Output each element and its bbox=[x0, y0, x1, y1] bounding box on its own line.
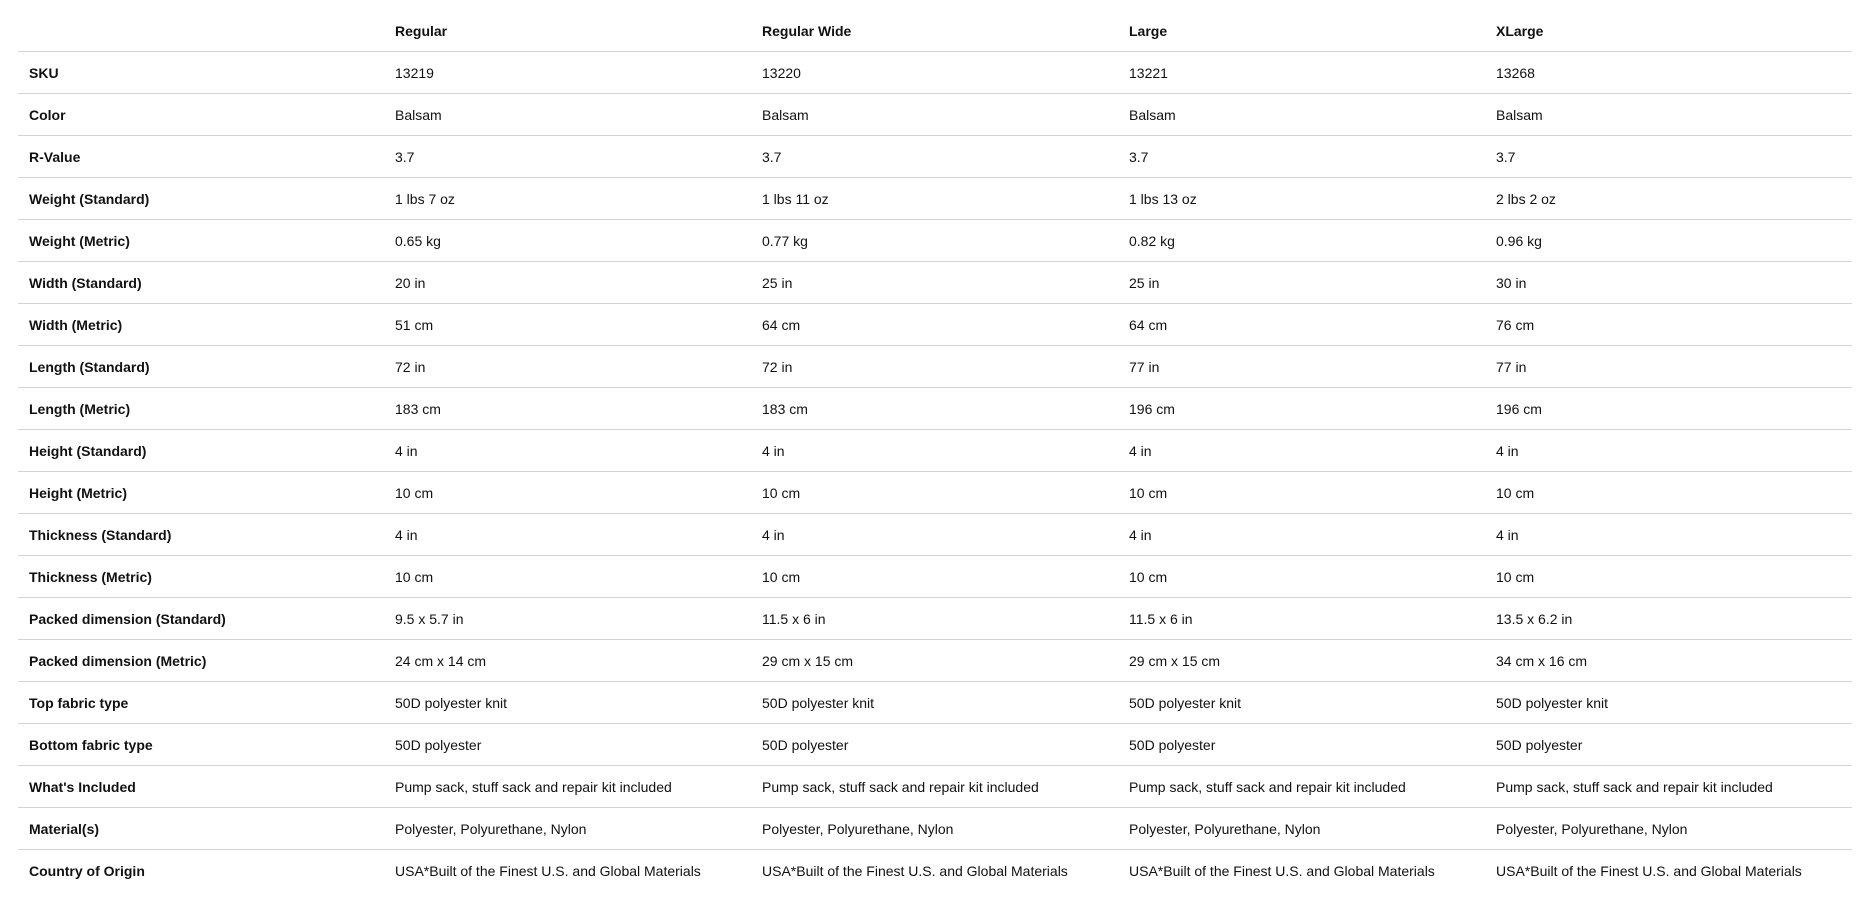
table-row bbox=[18, 598, 1852, 640]
row-label: Height (Metric) bbox=[18, 472, 384, 514]
table-cell: 50D polyester knit bbox=[1485, 682, 1852, 724]
table-cell: 25 in bbox=[1118, 262, 1485, 304]
table-cell: 0.77 kg bbox=[751, 220, 1118, 262]
table-row bbox=[18, 304, 1852, 346]
spec-table-body bbox=[18, 52, 1852, 892]
table-cell: 13221 bbox=[1118, 52, 1485, 94]
table-cell: 2 lbs 2 oz bbox=[1485, 178, 1852, 220]
table-cell: 183 cm bbox=[384, 388, 751, 430]
table-row bbox=[18, 262, 1852, 304]
table-cell: 50D polyester knit bbox=[384, 682, 751, 724]
table-row bbox=[18, 850, 1852, 892]
table-cell: 51 cm bbox=[384, 304, 751, 346]
table-cell: Polyester, Polyurethane, Nylon bbox=[1485, 808, 1852, 850]
table-cell: Balsam bbox=[751, 94, 1118, 136]
table-cell: 72 in bbox=[384, 346, 751, 388]
table-row bbox=[18, 430, 1852, 472]
table-cell: 13219 bbox=[384, 52, 751, 94]
row-label: Country of Origin bbox=[29, 862, 145, 879]
row-label: Height (Standard) bbox=[18, 430, 384, 472]
row-label: Packed dimension (Standard) bbox=[18, 598, 384, 640]
table-cell: 3.7 bbox=[384, 136, 751, 178]
header-cell-blank bbox=[18, 10, 384, 52]
row-label: Packed dimension (Metric) bbox=[18, 640, 384, 682]
table-cell: 13220 bbox=[751, 52, 1118, 94]
table-row bbox=[18, 514, 1852, 556]
table-cell: 10 cm bbox=[384, 556, 751, 598]
table-cell: 196 cm bbox=[1118, 388, 1485, 430]
row-label: Weight (Standard) bbox=[18, 178, 384, 220]
table-cell: 183 cm bbox=[751, 388, 1118, 430]
table-cell: 4 in bbox=[384, 430, 751, 472]
table-cell: 13268 bbox=[1485, 52, 1852, 94]
table-cell: 1 lbs 7 oz bbox=[384, 178, 751, 220]
table-cell: 77 in bbox=[1118, 346, 1485, 388]
table-cell: 11.5 x 6 in bbox=[751, 598, 1118, 640]
table-row bbox=[18, 640, 1852, 682]
row-label: Thickness (Metric) bbox=[18, 556, 384, 598]
header-row bbox=[18, 10, 1852, 52]
row-label: SKU bbox=[18, 52, 384, 94]
table-row bbox=[18, 220, 1852, 262]
header-cell-xlarge: XLarge bbox=[1485, 10, 1852, 52]
table-row bbox=[18, 94, 1852, 136]
table-cell: 4 in bbox=[1118, 514, 1485, 556]
table-cell: USA*Built of the Finest U.S. and Global Materials bbox=[762, 862, 1068, 879]
table-cell: 24 cm x 14 cm bbox=[384, 640, 751, 682]
table-row bbox=[18, 766, 1852, 808]
table-cell: 0.96 kg bbox=[1485, 220, 1852, 262]
header-cell-large: Large bbox=[1118, 10, 1485, 52]
table-cell: USA*Built of the Finest U.S. and Global Materials bbox=[395, 862, 701, 879]
table-cell: 10 cm bbox=[751, 472, 1118, 514]
table-cell: 20 in bbox=[384, 262, 751, 304]
table-row bbox=[18, 682, 1852, 724]
table-cell: 25 in bbox=[751, 262, 1118, 304]
table-cell: 10 cm bbox=[1485, 556, 1852, 598]
table-row bbox=[18, 52, 1852, 94]
table-cell: Pump sack, stuff sack and repair kit included bbox=[1485, 766, 1852, 808]
table-cell: 0.65 kg bbox=[384, 220, 751, 262]
table-cell: 196 cm bbox=[1485, 388, 1852, 430]
table-cell: 4 in bbox=[751, 514, 1118, 556]
table-cell: 50D polyester bbox=[384, 724, 751, 766]
spec-table-header bbox=[18, 10, 1852, 52]
table-row bbox=[18, 178, 1852, 220]
header-cell-regular-wide: Regular Wide bbox=[751, 10, 1118, 52]
table-cell: 4 in bbox=[1485, 430, 1852, 472]
table-row bbox=[18, 556, 1852, 598]
table-cell: 0.82 kg bbox=[1118, 220, 1485, 262]
spec-table bbox=[18, 10, 1852, 891]
table-row bbox=[18, 808, 1852, 850]
table-cell: 9.5 x 5.7 in bbox=[384, 598, 751, 640]
table-cell: 10 cm bbox=[1118, 556, 1485, 598]
header-cell-regular: Regular bbox=[384, 10, 751, 52]
table-row bbox=[18, 346, 1852, 388]
table-row bbox=[18, 136, 1852, 178]
table-cell: 50D polyester bbox=[751, 724, 1118, 766]
table-row bbox=[18, 724, 1852, 766]
table-cell: 50D polyester bbox=[1485, 724, 1852, 766]
table-cell: 64 cm bbox=[1118, 304, 1485, 346]
table-cell: 77 in bbox=[1485, 346, 1852, 388]
table-cell: 10 cm bbox=[384, 472, 751, 514]
table-cell: USA*Built of the Finest U.S. and Global Materials bbox=[1496, 862, 1802, 879]
table-cell: Balsam bbox=[384, 94, 751, 136]
table-cell: Balsam bbox=[1118, 94, 1485, 136]
table-cell: 4 in bbox=[384, 514, 751, 556]
table-cell: 30 in bbox=[1485, 262, 1852, 304]
table-cell: 1 lbs 11 oz bbox=[751, 178, 1118, 220]
table-cell: 3.7 bbox=[1118, 136, 1485, 178]
table-cell: 50D polyester bbox=[1118, 724, 1485, 766]
table-cell: 10 cm bbox=[751, 556, 1118, 598]
table-cell: 3.7 bbox=[751, 136, 1118, 178]
row-label: Thickness (Standard) bbox=[18, 514, 384, 556]
table-cell: Balsam bbox=[1485, 94, 1852, 136]
table-cell: 3.7 bbox=[1485, 136, 1852, 178]
table-cell: Pump sack, stuff sack and repair kit included bbox=[751, 766, 1118, 808]
table-cell: 4 in bbox=[1118, 430, 1485, 472]
table-cell: 29 cm x 15 cm bbox=[751, 640, 1118, 682]
row-label: Length (Metric) bbox=[18, 388, 384, 430]
table-cell: 13.5 x 6.2 in bbox=[1485, 598, 1852, 640]
table-cell: Pump sack, stuff sack and repair kit included bbox=[1118, 766, 1485, 808]
table-cell: 76 cm bbox=[1485, 304, 1852, 346]
row-label: Weight (Metric) bbox=[18, 220, 384, 262]
table-cell: 10 cm bbox=[1485, 472, 1852, 514]
table-row bbox=[18, 472, 1852, 514]
table-cell: 64 cm bbox=[751, 304, 1118, 346]
row-label: Width (Standard) bbox=[18, 262, 384, 304]
row-label: Length (Standard) bbox=[18, 346, 384, 388]
table-cell: Polyester, Polyurethane, Nylon bbox=[1118, 808, 1485, 850]
table-cell: 29 cm x 15 cm bbox=[1118, 640, 1485, 682]
table-cell: 72 in bbox=[751, 346, 1118, 388]
table-cell: Pump sack, stuff sack and repair kit included bbox=[384, 766, 751, 808]
row-label: What's Included bbox=[18, 766, 384, 808]
row-label: Material(s) bbox=[18, 808, 384, 850]
table-cell: 10 cm bbox=[1118, 472, 1485, 514]
table-cell: USA*Built of the Finest U.S. and Global Materials bbox=[1129, 862, 1435, 879]
row-label: R-Value bbox=[18, 136, 384, 178]
table-cell: 50D polyester knit bbox=[751, 682, 1118, 724]
row-label: Color bbox=[18, 94, 384, 136]
table-cell: 34 cm x 16 cm bbox=[1485, 640, 1852, 682]
row-label: Width (Metric) bbox=[18, 304, 384, 346]
row-label: Bottom fabric type bbox=[18, 724, 384, 766]
table-cell: 4 in bbox=[1485, 514, 1852, 556]
table-cell: 4 in bbox=[751, 430, 1118, 472]
table-cell: 1 lbs 13 oz bbox=[1118, 178, 1485, 220]
row-label: Top fabric type bbox=[18, 682, 384, 724]
table-cell: Polyester, Polyurethane, Nylon bbox=[384, 808, 751, 850]
table-row bbox=[18, 388, 1852, 430]
table-cell: Polyester, Polyurethane, Nylon bbox=[751, 808, 1118, 850]
table-cell: 50D polyester knit bbox=[1118, 682, 1485, 724]
table-cell: 11.5 x 6 in bbox=[1118, 598, 1485, 640]
